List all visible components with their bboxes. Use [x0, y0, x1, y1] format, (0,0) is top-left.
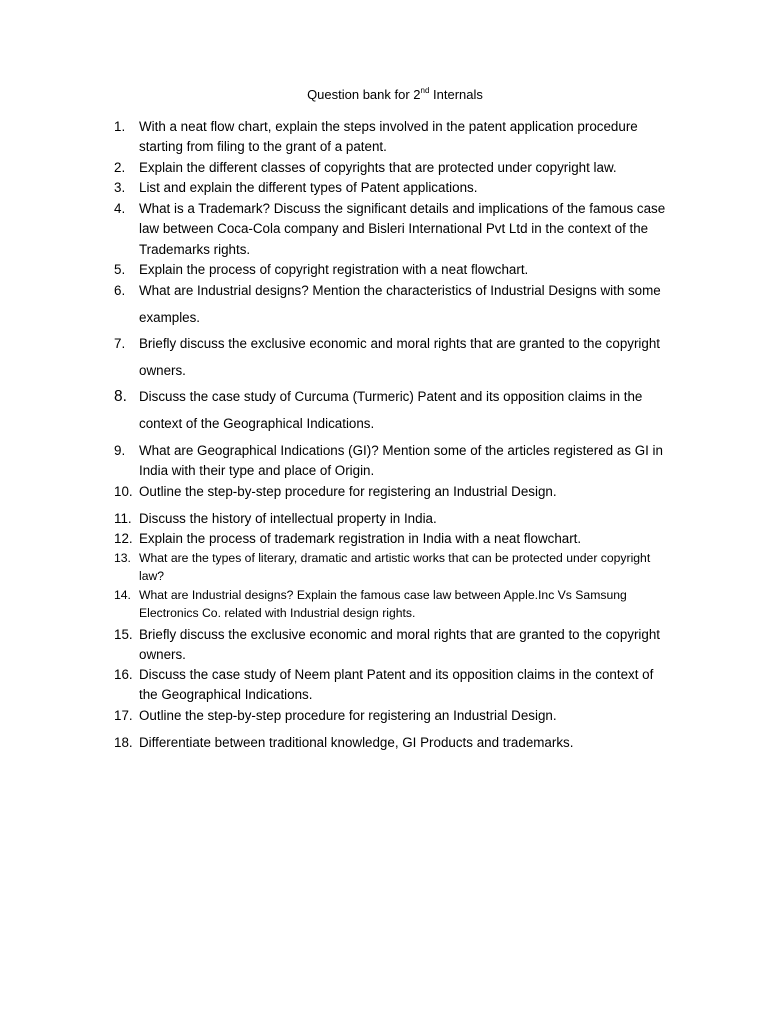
- question-item: [114, 482, 674, 502]
- question-text: Outline the step-by-step procedure for registering an Industrial Design.: [139, 708, 557, 723]
- question-item: [114, 586, 674, 623]
- question-item: [114, 384, 674, 437]
- question-item: [114, 441, 674, 482]
- question-item: [114, 529, 674, 549]
- question-item: [114, 733, 674, 753]
- question-text: What are Industrial designs? Mention the characteristics of Industrial Designs with some examples.: [139, 283, 661, 325]
- question-item: [114, 117, 674, 158]
- question-item: [114, 158, 674, 178]
- question-item: [114, 331, 674, 384]
- question-number: 13.: [114, 551, 131, 565]
- question-item: [114, 549, 674, 586]
- question-text: What are Geographical Indications (GI)? Mention some of the articles registered as GI in India with their type and place of Origin.: [139, 443, 663, 479]
- page-title: [0, 87, 768, 103]
- question-number: 16.: [114, 667, 133, 682]
- title-superscript: nd: [420, 85, 430, 95]
- question-item: [114, 278, 674, 331]
- question-number: 8.: [114, 388, 127, 405]
- question-text: List and explain the different types of Patent applications.: [139, 180, 478, 195]
- question-text: Discuss the case study of Neem plant Patent and its opposition claims in the context of the Geographical Indications.: [139, 667, 654, 703]
- title-prefix: Question bank for 2: [307, 87, 421, 102]
- question-number: 11.: [114, 511, 132, 526]
- question-text: Explain the process of trademark registration in India with a neat flowchart.: [139, 531, 582, 546]
- question-text: Discuss the case study of Curcuma (Turmeric) Patent and its opposition claims in the context of the Geographical Indications.: [139, 389, 643, 431]
- question-text: Outline the step-by-step procedure for registering an Industrial Design.: [139, 484, 557, 499]
- question-text: Briefly discuss the exclusive economic and moral rights that are granted to the copyright owners.: [139, 336, 661, 378]
- question-number: 7.: [114, 336, 126, 351]
- question-item: [114, 509, 674, 529]
- question-number: 6.: [114, 283, 126, 298]
- question-number: 17.: [114, 708, 133, 723]
- question-text: What are Industrial designs? Explain the famous case law between Apple.Inc Vs Samsung Electronics Co. related with Industrial design rights.: [139, 588, 627, 621]
- question-item: [114, 625, 674, 666]
- question-number: 9.: [114, 443, 126, 458]
- question-text: What is a Trademark? Discuss the significant details and implications of the famous case law between Coca-Cola company and Bisleri International Pvt Ltd in the context of the Trademarks rights.: [139, 201, 666, 257]
- question-number: 10.: [114, 484, 133, 499]
- question-text: Explain the different classes of copyrights that are protected under copyright law.: [139, 160, 617, 175]
- question-number: 2.: [114, 160, 126, 175]
- question-item: [114, 706, 674, 726]
- question-number: 12.: [114, 531, 133, 546]
- question-number: 3.: [114, 180, 126, 195]
- question-text: Briefly discuss the exclusive economic and moral rights that are granted to the copyright owners.: [139, 627, 661, 663]
- question-number: 1.: [114, 119, 126, 134]
- question-item: [114, 199, 674, 260]
- title-suffix: Internals: [429, 87, 483, 102]
- question-text: Differentiate between traditional knowledge, GI Products and trademarks.: [139, 735, 574, 750]
- question-number: 18.: [114, 735, 133, 750]
- question-text: Explain the process of copyright registration with a neat flowchart.: [139, 262, 529, 277]
- question-number: 15.: [114, 627, 133, 642]
- question-number: 5.: [114, 262, 126, 277]
- question-text: With a neat flow chart, explain the steps involved in the patent application procedure starting from filing to the grant of a patent.: [139, 119, 638, 155]
- question-number: 4.: [114, 201, 126, 216]
- question-text: Discuss the history of intellectual property in India.: [139, 511, 437, 526]
- question-text: What are the types of literary, dramatic and artistic works that can be protected under copyright law?: [139, 551, 651, 584]
- question-item: [114, 665, 674, 706]
- question-number: 14.: [114, 588, 131, 602]
- question-item: [114, 178, 674, 198]
